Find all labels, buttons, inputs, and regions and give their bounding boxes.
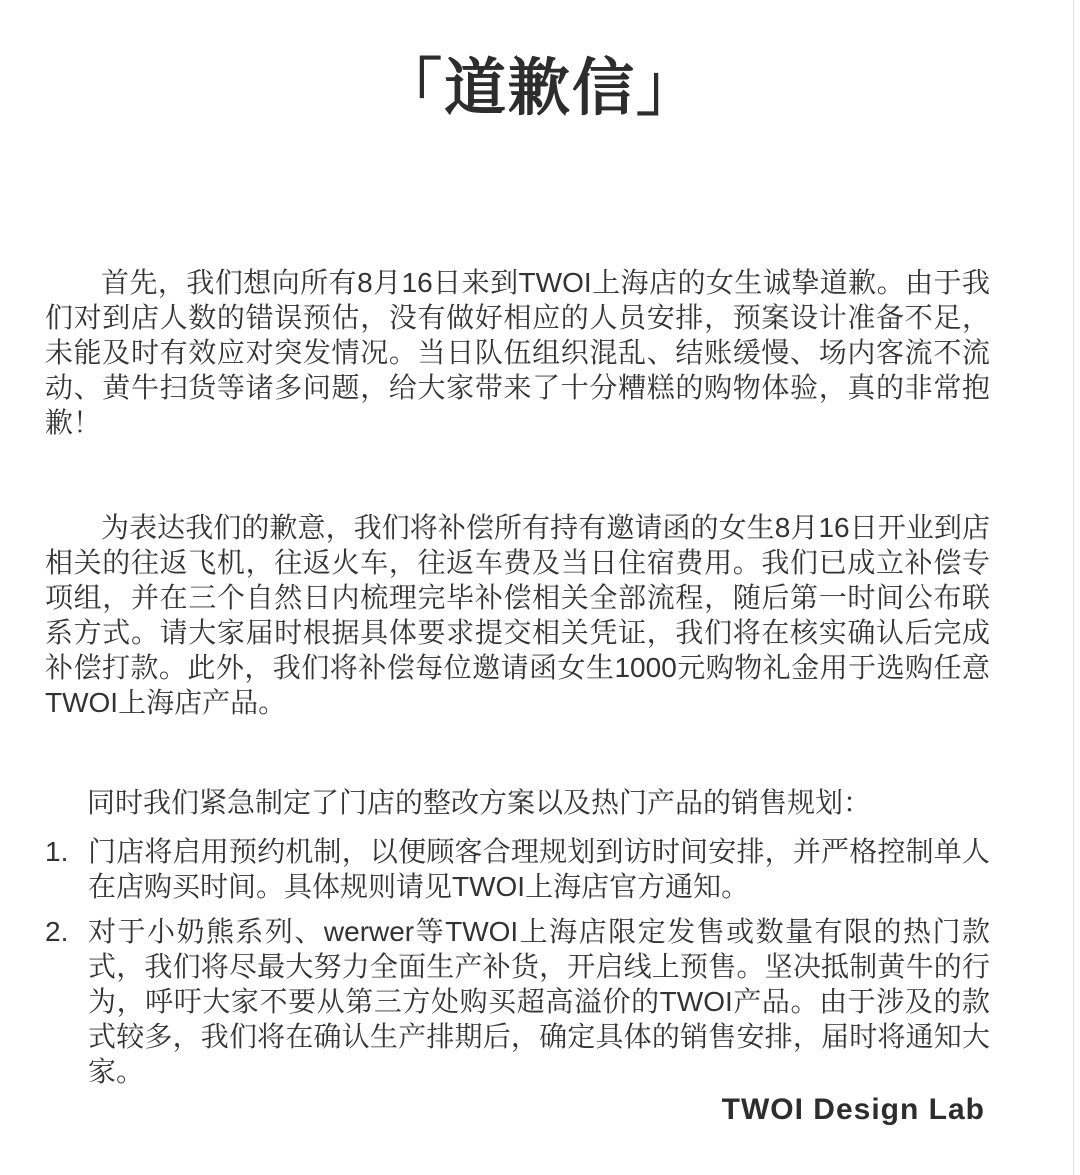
page-title: 「道歉信」	[379, 54, 700, 123]
list-item-number: 1.	[45, 836, 69, 867]
letter-body	[0, 265, 1080, 1089]
paragraph-apology: 首先，我们想向所有8月16日来到TWOI上海店的女生诚挚道歉。由于我们对到店人数的错误预估，没有做好相应的人员安排，预案设计准备不足，未能及时有效应对突发情况。当日队伍组织混乱、结账缓慢、场内客流不流动、黄牛扫货等诸多问题，给大家带来了十分糟糕的购物体验，真的非常抱歉！	[45, 267, 990, 438]
list-item-restock	[45, 914, 990, 1089]
list-item-text: 对于小奶熊系列、werwer等TWOI上海店限定发售或数量有限的热门款式，我们将尽最大努力全面生产补货，开启线上预售。坚决抵制黄牛的行为，呼吁大家不要从第三方处购买超高溢价的TWOI产品。由于涉及的款式较多，我们将在确认生产排期后，确定具体的销售安排，届时将通知大家。	[88, 916, 990, 1087]
action-plan-list	[45, 834, 990, 1089]
signature: TWOI Design Lab	[721, 1093, 985, 1126]
paragraph-plan-intro: 同时我们紧急制定了门店的整改方案以及热门产品的销售规划：	[87, 787, 872, 818]
list-item-number: 2.	[45, 916, 69, 947]
page-edge-divider	[1073, 0, 1074, 1175]
list-item-reservation	[45, 834, 990, 904]
list-item-text: 门店将启用预约机制，以便顾客合理规划到访时间安排，并严格控制单人在店购买时间。具体规则请见TWOI上海店官方通知。	[88, 836, 990, 902]
paragraph-compensation: 为表达我们的歉意，我们将补偿所有持有邀请函的女生8月16日开业到店相关的往返飞机，往返火车，往返车费及当日住宿费用。我们已成立补偿专项组，并在三个自然日内梳理完毕补偿相关全部流程，随后第一时间公布联系方式。请大家届时根据具体要求提交相关凭证，我们将在核实确认后完成补偿打款。此外，我们将补偿每位邀请函女生1000元购物礼金用于选购任意TWOI上海店产品。	[45, 512, 990, 718]
